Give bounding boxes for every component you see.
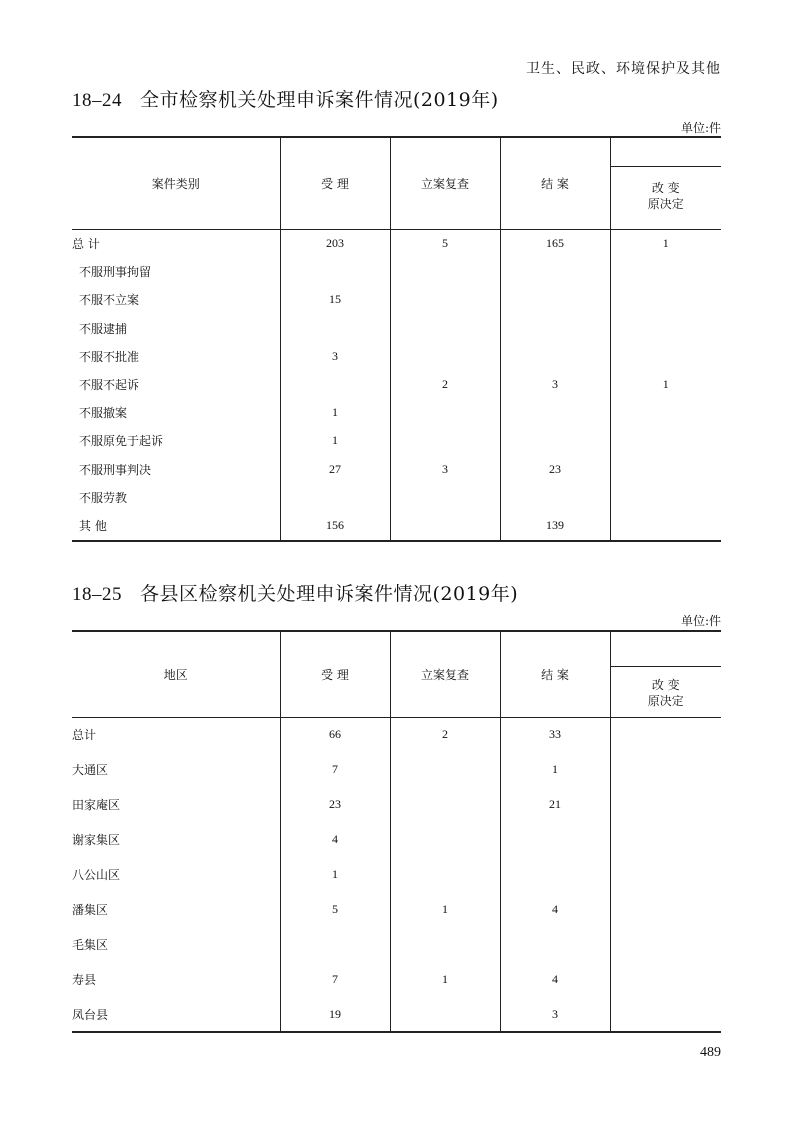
cell-accepted (280, 483, 390, 511)
cell-changed (610, 455, 721, 483)
cell-changed (610, 511, 721, 540)
cell-changed (610, 927, 721, 962)
cell-closed: 139 (500, 511, 610, 540)
table-row (72, 822, 721, 857)
cell-review (390, 752, 500, 787)
cell-changed (610, 483, 721, 511)
table1-header-accepted: 受 理 (280, 137, 390, 229)
table-row (72, 399, 721, 427)
cell-closed (500, 927, 610, 962)
table1 (72, 136, 721, 542)
row-label: 不服原免于起诉 (79, 434, 164, 449)
cell-review: 2 (390, 717, 500, 752)
cell-review (390, 997, 500, 1032)
cell-changed (610, 427, 721, 455)
table-row (72, 892, 721, 927)
cell-closed (500, 427, 610, 455)
table1-header-category: 案件类别 (72, 137, 280, 229)
cell-accepted: 203 (280, 229, 390, 258)
table2-header-changed-line2: 原决定 (647, 694, 684, 708)
row-label: 不服不起诉 (79, 378, 140, 393)
cell-closed (500, 483, 610, 511)
cell-accepted: 156 (280, 511, 390, 540)
cell-review: 5 (390, 229, 500, 258)
table2-header-review: 立案复查 (390, 631, 500, 717)
table2-heading (72, 579, 721, 606)
table1-header-changed-line1: 改 变 (651, 181, 680, 195)
cell-accepted: 15 (280, 286, 390, 314)
table2-header-subrule (611, 666, 722, 667)
cell-changed (610, 752, 721, 787)
cell-accepted: 3 (280, 342, 390, 370)
table1-header-subrule (611, 166, 722, 167)
cell-review: 3 (390, 455, 500, 483)
cell-accepted: 66 (280, 717, 390, 752)
row-label: 毛集区 (72, 938, 109, 952)
cell-closed: 165 (500, 229, 610, 258)
table1-heading (72, 85, 721, 112)
cell-review (390, 258, 500, 286)
cell-changed (610, 892, 721, 927)
table-row (72, 427, 721, 455)
cell-accepted: 7 (280, 752, 390, 787)
cell-accepted: 1 (280, 399, 390, 427)
cell-changed (610, 342, 721, 370)
cell-closed: 4 (500, 962, 610, 997)
cell-accepted: 19 (280, 997, 390, 1032)
cell-review (390, 787, 500, 822)
cell-closed: 33 (500, 717, 610, 752)
table2-title: 各县区检察机关处理申诉案件情况(2019年) (140, 583, 519, 605)
table-row (72, 370, 721, 398)
cell-changed (610, 286, 721, 314)
cell-changed (610, 717, 721, 752)
cell-changed (610, 258, 721, 286)
cell-accepted: 23 (280, 787, 390, 822)
table-row (72, 229, 721, 258)
cell-closed (500, 314, 610, 342)
row-label: 不服刑事拘留 (79, 265, 152, 280)
cell-review (390, 822, 500, 857)
cell-changed: 1 (610, 370, 721, 398)
cell-closed: 3 (500, 370, 610, 398)
cell-changed (610, 399, 721, 427)
cell-changed: 1 (610, 229, 721, 258)
cell-review: 1 (390, 892, 500, 927)
table-row (72, 752, 721, 787)
cell-accepted: 1 (280, 857, 390, 892)
row-label: 大通区 (72, 763, 109, 777)
cell-closed (500, 399, 610, 427)
cell-review (390, 427, 500, 455)
table2-header-changed-line1: 改 变 (651, 678, 680, 692)
cell-closed (500, 342, 610, 370)
cell-closed: 4 (500, 892, 610, 927)
cell-accepted: 7 (280, 962, 390, 997)
cell-changed (610, 822, 721, 857)
table1-header-review: 立案复查 (390, 137, 500, 229)
row-label: 不服刑事判决 (79, 462, 152, 477)
table-row (72, 455, 721, 483)
table1-title: 全市检察机关处理申诉案件情况(2019年) (140, 89, 499, 111)
row-label: 凤台县 (72, 1007, 109, 1022)
table2-section (72, 579, 721, 1034)
row-label: 潘集区 (72, 903, 109, 917)
table2-number: 18–25 (72, 584, 122, 605)
cell-closed (500, 857, 610, 892)
cell-review: 2 (390, 370, 500, 398)
cell-closed: 21 (500, 787, 610, 822)
cell-changed (610, 314, 721, 342)
cell-closed (500, 822, 610, 857)
cell-accepted: 4 (280, 822, 390, 857)
table-row (72, 927, 721, 962)
cell-closed: 23 (500, 455, 610, 483)
cell-changed (610, 962, 721, 997)
table-row (72, 787, 721, 822)
cell-review (390, 857, 500, 892)
row-label: 寿县 (72, 973, 97, 987)
table1-number: 18–24 (72, 90, 122, 111)
table1-header-closed: 结 案 (500, 137, 610, 229)
cell-review (390, 927, 500, 962)
cell-review (390, 314, 500, 342)
table-row (72, 258, 721, 286)
cell-accepted (280, 927, 390, 962)
row-label: 其 他 (79, 518, 107, 533)
row-label: 总计 (72, 728, 97, 743)
cell-review (390, 399, 500, 427)
table1-section (72, 85, 721, 540)
row-label: 不服撤案 (79, 406, 128, 421)
page-number: 489 (700, 1045, 721, 1060)
cell-changed (610, 787, 721, 822)
table1-header-changed (610, 137, 721, 229)
row-label: 总 计 (72, 237, 100, 252)
table-row (72, 962, 721, 997)
row-label: 田家庵区 (72, 798, 121, 812)
table2-header-accepted: 受 理 (280, 631, 390, 717)
row-label: 不服劳教 (79, 490, 128, 505)
table1-unit: 单位:件 (680, 121, 721, 135)
table-row (72, 483, 721, 511)
cell-closed (500, 286, 610, 314)
table2 (72, 630, 721, 1033)
cell-review (390, 483, 500, 511)
cell-closed: 3 (500, 997, 610, 1032)
table2-header-region: 地区 (72, 631, 280, 717)
row-label: 谢家集区 (72, 833, 121, 847)
table-row (72, 857, 721, 892)
cell-review: 1 (390, 962, 500, 997)
cell-closed: 1 (500, 752, 610, 787)
cell-accepted: 27 (280, 455, 390, 483)
table2-unit: 单位:件 (680, 614, 721, 628)
row-label: 八公山区 (72, 868, 121, 882)
table-row (72, 342, 721, 370)
cell-accepted (280, 258, 390, 286)
table2-header-closed: 结 案 (500, 631, 610, 717)
cell-review (390, 511, 500, 540)
cell-accepted (280, 370, 390, 398)
cell-accepted: 1 (280, 427, 390, 455)
table1-body (72, 229, 721, 541)
cell-closed (500, 258, 610, 286)
running-header: 卫生、民政、环境保护及其他 (526, 61, 721, 77)
table-row (72, 511, 721, 540)
cell-accepted: 5 (280, 892, 390, 927)
cell-review (390, 286, 500, 314)
row-label: 不服不立案 (79, 293, 140, 308)
table-row (72, 286, 721, 314)
table2-header-changed (610, 631, 721, 717)
row-label: 不服不批准 (79, 349, 140, 364)
cell-changed (610, 857, 721, 892)
cell-review (390, 342, 500, 370)
cell-accepted (280, 314, 390, 342)
table2-body (72, 717, 721, 1032)
cell-changed (610, 997, 721, 1032)
row-label: 不服逮捕 (79, 321, 128, 336)
table-row (72, 314, 721, 342)
table-row (72, 997, 721, 1032)
table-row (72, 717, 721, 752)
table1-header-changed-line2: 原决定 (647, 197, 684, 211)
